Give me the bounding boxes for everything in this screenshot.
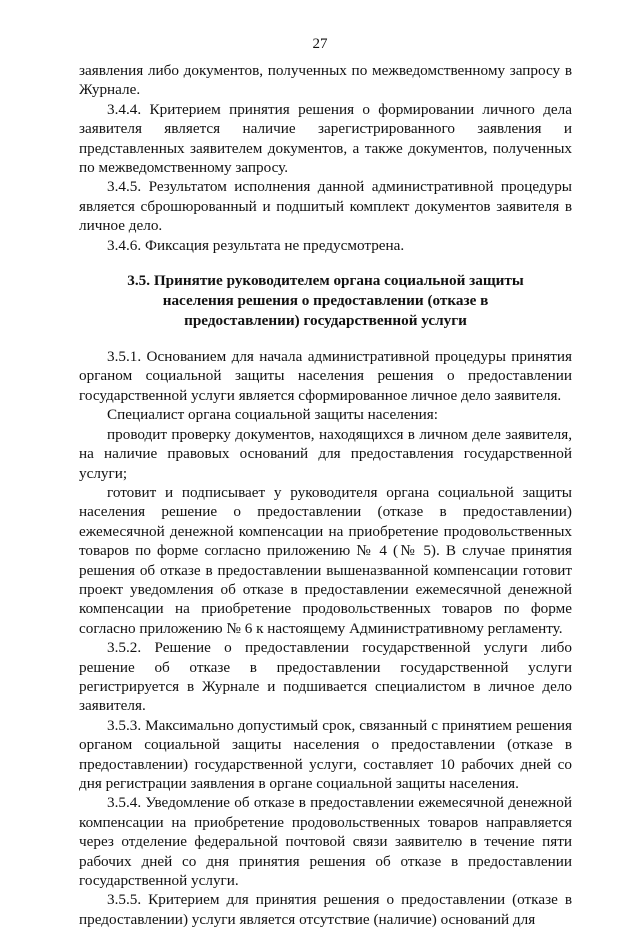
paragraph-3-5-3: 3.5.3. Максимально допустимый срок, связанный с принятием решения органом социальной защиты населения о предоставлении (отказе в предоставлении) государственной услуги, составляет 10 рабочих дней со дня регистрации заявления в органе социальной защиты населения. [79, 716, 572, 792]
paragraph-3-4-6: 3.4.6. Фиксация результата не предусмотрена. [107, 236, 405, 254]
paragraph-continuation: заявления либо документов, полученных по межведомственному запросу в Журнале. [79, 62, 572, 99]
paragraph-3-4-4: 3.4.4. Критерием принятия решения о формировании личного дела заявителя является наличие зарегистрированного заявления и представленных заявителем документов, а также документов, полученных по межведомственному запросу. [79, 100, 572, 177]
paragraph-3-5-4: 3.5.4. Уведомление об отказе в предоставлении ежемесячной денежной компенсации на приобретение продовольственных товаров направляется через отделение федеральной почтовой связи заявителю в течение пяти рабочих дней со дня принятия решения об отказе в предоставлении государственной услуги. [79, 794, 572, 890]
paragraph-3-5-5: 3.5.5. Критерием для принятия решения о предоставлении (отказе в предоставлении) услуги является отсутствие (наличие) оснований для [79, 891, 572, 928]
section-heading-3-5: 3.5. Принятие руководителем органа социальной защиты населения решения о предоставлении (отказе в предоставлении) государственной услуги [127, 272, 524, 330]
paragraph-3-4-5: 3.4.5. Результатом исполнения данной административной процедуры является сброшюрованный и подшитый комплект документов заявителя в личное дело. [79, 178, 572, 235]
paragraph-prepares-decision: готовит и подписывает у руководителя органа социальной защиты населения решение о предоставлении (отказе в предоставлении) ежемесячной денежной компенсации на приобретение продовольственных товаров по форме согласно приложению № 4 (№ 5). В случае принятия решения об отказе в предоставлении вышеназванной компенсации готовит проект уведомления об отказе в предоставлении ежемесячной денежной компенсации на приобретение продовольственных товаров по форме согласно приложению № 6 к настоящему Административному регламенту. [79, 483, 572, 637]
page-number: 27 [312, 36, 328, 52]
paragraph-3-5-1: 3.5.1. Основанием для начала административной процедуры принятия органом социальной защиты населения решения о предоставлении государственной услуги является сформированное личное дело заявителя. [79, 348, 572, 404]
paragraph-checks-documents: проводит проверку документов, находящихся в личном деле заявителя, на наличие правовых оснований для предоставления государственной услуги; [79, 425, 572, 482]
paragraph-specialist: Специалист органа социальной защиты населения: [107, 406, 438, 424]
page-body [79, 61, 572, 929]
paragraph-3-5-2: 3.5.2. Решение о предоставлении государственной услуги либо решение об отказе в предоставлении государственной услуги регистрируется в Журнале и подшивается специалистом в личное дело заявителя. [79, 639, 572, 715]
